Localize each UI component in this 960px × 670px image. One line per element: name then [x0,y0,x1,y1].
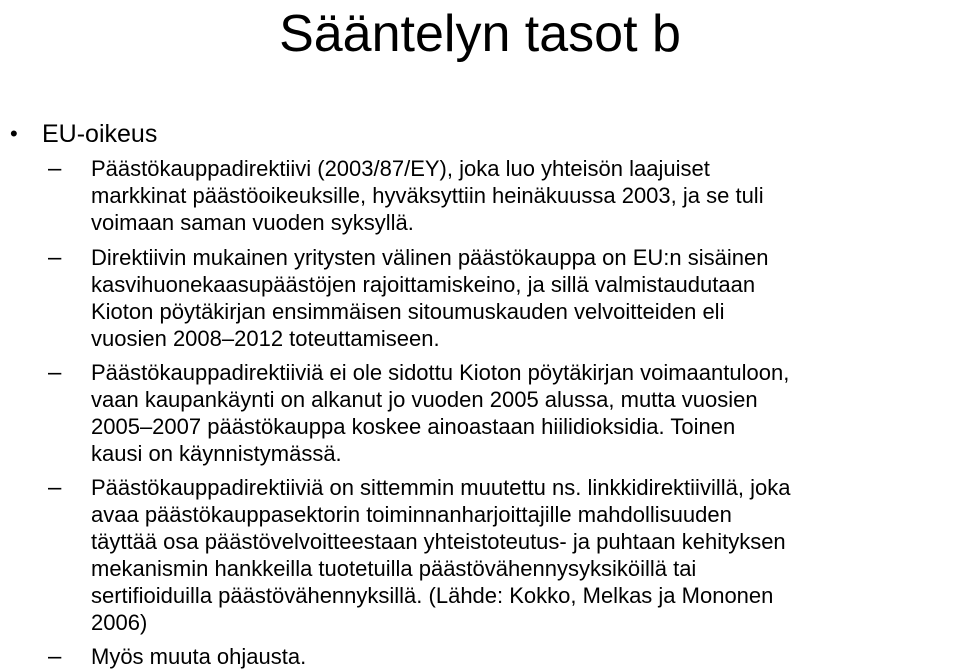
text-line: Myös muuta ohjausta. [91,644,307,669]
sub-bullet-item [0,359,960,467]
text-line: kausi on käynnistymässä. [91,441,342,466]
sub-bullet-item [0,155,960,236]
text-line: vuosien 2008–2012 toteuttamiseen. [91,326,440,351]
text-line: Päästökauppadirektiiviä on sittemmin muutettu ns. linkkidirektiivillä, joka [91,475,791,500]
dash-marker: – [48,359,62,386]
text-line: vaan kaupankäynti on alkanut jo vuoden 2005 alussa, mutta vuosien [91,387,758,412]
text-line: voimaan saman vuoden syksyllä. [91,210,414,235]
dash-marker: – [48,643,62,670]
text-line: 2005–2007 päästökauppa koskee ainoastaan hiilidioksidia. Toinen [91,414,736,439]
sub-bullet-text [91,359,960,467]
text-line: sertifioiduilla päästövähennyksillä. (Lähde: Kokko, Melkas ja Mononen [91,583,774,608]
bullet-marker: • [10,121,18,146]
text-line: täyttää osa päästövelvoitteestaan yhteistoteutus- ja puhtaan kehityksen [91,529,786,554]
dash-marker: – [48,155,62,182]
text-line: Direktiivin mukainen yritysten välinen päästökauppa on EU:n sisäinen [91,245,769,270]
sub-bullet-list [0,155,960,670]
text-line: Päästökauppadirektiivi (2003/87/EY), joka luo yhteisön laajuiset [91,156,710,181]
sub-bullet-item [0,244,960,352]
sub-bullet-item [0,474,960,636]
text-line: avaa päästökauppasektorin toiminnanharjoittajille mahdollisuuden [91,502,732,527]
text-line: mekanismin hankkeilla tuotetuilla päästövähennysyksiköillä tai [91,556,697,581]
sub-bullet-text [91,155,960,236]
dash-marker: – [48,474,62,501]
text-line: 2006) [91,610,148,635]
text-line: kasvihuonekaasupäästöjen rajoittamiskeino, ja sillä valmistaudutaan [91,272,756,297]
sub-bullet-text [91,474,960,636]
text-line: Päästökauppadirektiiviä ei ole sidottu Kioton pöytäkirjan voimaantuloon, [91,360,790,385]
dash-marker: – [48,244,62,271]
sub-bullet-text [91,244,960,352]
slide-title: Sääntelyn tasot b [279,5,681,63]
bullet-text: EU-oikeus [42,120,158,148]
text-line: Kioton pöytäkirjan ensimmäisen sitoumuskauden velvoitteiden eli [91,299,725,324]
text-line: markkinat päästöoikeuksille, hyväksyttiin heinäkuussa 2003, ja se tuli [91,183,764,208]
